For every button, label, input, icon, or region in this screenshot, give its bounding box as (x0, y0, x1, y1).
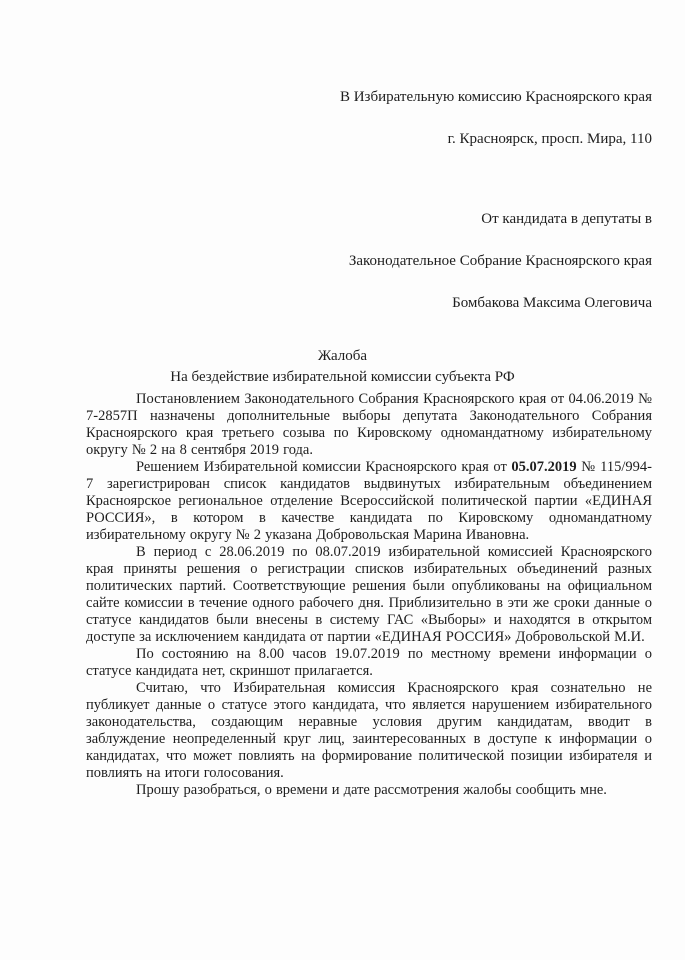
body-paragraph-2 (86, 459, 652, 544)
recipient-line-2: г. Красноярск, просп. Мира, 110 (447, 131, 652, 147)
p2-text-before: Решением Избирательной комиссии Красноярского края от (136, 459, 512, 475)
sender-line-3: Бомбакова Максима Олеговича (452, 295, 652, 311)
document-title: Жалоба (317, 348, 368, 364)
document-body (86, 391, 652, 799)
p2-bold-date: 05.07.2019 (511, 459, 577, 475)
sender-line-1: От кандидата в депутаты в (481, 211, 652, 227)
recipient-line-1: В Избирательную комиссию Красноярского края (339, 89, 652, 105)
sender-line-2: Законодательное Собрание Красноярского края (348, 253, 652, 269)
body-paragraph-5: Считаю, что Избирательная комиссия Красноярского края сознательно не публикует данные о статусе этого кандидата, что является нарушением избирательного законодательства, создающим неравные условия другим кандидатам, вводит в заблуждение неопределенный круг лиц, заинтересованных в доступе к информации о кандидатах, что может повлиять на формирование политической позиции избирателя и повлиять на итоги голосования. (86, 680, 652, 781)
body-paragraph-1: Постановлением Законодательного Собрания Красноярского края от 04.06.2019 № 7-2857П назначены дополнительные выборы депутата Законодательного Собрания Красноярского края третьего созыва по Кировскому одномандатному избирательному округу № 2 на 8 сентября 2019 года. (86, 391, 652, 458)
body-paragraph-3: В период с 28.06.2019 по 08.07.2019 избирательной комиссией Красноярского края приняты решения о регистрации списков избирательных объединений разных политических партий. Соответствующие решения были опубликованы на официальном сайте комиссии в течение одного рабочего дня. Приблизительно в эти же сроки данные о статусе кандидатов были внесены в систему ГАС «Выборы» и находятся в открытом доступе за исключением кандидата от партии «ЕДИНАЯ РОССИЯ» Добровольской М.И. (86, 544, 652, 645)
body-paragraph-4: По состоянию на 8.00 часов 19.07.2019 по местному времени информации о статусе кандидата нет, скриншот прилагается. (86, 646, 652, 679)
sender-block (86, 188, 652, 335)
document-title-block (0, 346, 685, 388)
document-subtitle: На бездействие избирательной комиссии субъекта РФ (170, 369, 515, 385)
p2-text-after: № 115/994-7 зарегистрирован список кандидатов выдвинутых избирательным объединением Красноярское региональное отделение Всероссийской политической партии «ЕДИНАЯ РОССИЯ», в котором в качестве кандидата по Кировскому одномандатному избирательному округу № 2 указана Добровольская Марина Ивановна. (86, 459, 653, 543)
body-paragraph-6: Прошу разобраться, о времени и дате рассмотрения жалобы сообщить мне. (136, 782, 607, 798)
recipient-address-block (86, 66, 652, 171)
